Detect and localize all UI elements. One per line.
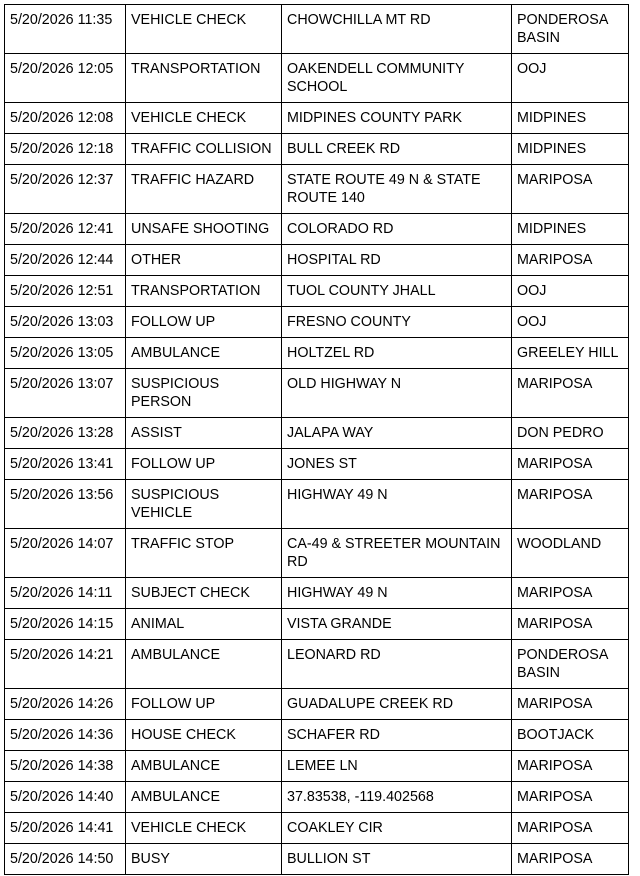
area-cell: BOOTJACK — [512, 720, 629, 751]
location-cell: TUOL COUNTY JHALL — [282, 276, 512, 307]
datetime-cell: 5/20/2026 13:07 — [5, 369, 126, 418]
call-type-cell: SUSPICIOUS VEHICLE — [126, 480, 282, 529]
datetime-cell: 5/20/2026 12:05 — [5, 54, 126, 103]
location-cell: HOSPITAL RD — [282, 245, 512, 276]
area-cell: MARIPOSA — [512, 751, 629, 782]
datetime-cell: 5/20/2026 14:40 — [5, 782, 126, 813]
table-row — [5, 307, 629, 338]
location-cell: SCHAFER RD — [282, 720, 512, 751]
area-cell: MARIPOSA — [512, 369, 629, 418]
table-row — [5, 720, 629, 751]
area-cell: MIDPINES — [512, 103, 629, 134]
datetime-cell: 5/20/2026 12:41 — [5, 214, 126, 245]
table-row — [5, 214, 629, 245]
location-cell: OAKENDELL COMMUNITY SCHOOL — [282, 54, 512, 103]
table-row — [5, 689, 629, 720]
table-row — [5, 5, 629, 54]
table-row — [5, 640, 629, 689]
location-cell: FRESNO COUNTY — [282, 307, 512, 338]
datetime-cell: 5/20/2026 14:11 — [5, 578, 126, 609]
location-cell: JONES ST — [282, 449, 512, 480]
datetime-cell: 5/20/2026 14:15 — [5, 609, 126, 640]
location-cell: BULL CREEK RD — [282, 134, 512, 165]
area-cell: GREELEY HILL — [512, 338, 629, 369]
table-row — [5, 418, 629, 449]
call-type-cell: FOLLOW UP — [126, 689, 282, 720]
table-row — [5, 54, 629, 103]
call-type-cell: HOUSE CHECK — [126, 720, 282, 751]
datetime-cell: 5/20/2026 13:03 — [5, 307, 126, 338]
call-type-cell: AMBULANCE — [126, 338, 282, 369]
area-cell: MIDPINES — [512, 214, 629, 245]
call-type-cell: BUSY — [126, 844, 282, 875]
call-type-cell: AMBULANCE — [126, 751, 282, 782]
call-type-cell: UNSAFE SHOOTING — [126, 214, 282, 245]
datetime-cell: 5/20/2026 14:26 — [5, 689, 126, 720]
call-type-cell: TRANSPORTATION — [126, 54, 282, 103]
table-row — [5, 480, 629, 529]
table-row — [5, 276, 629, 307]
location-cell: CHOWCHILLA MT RD — [282, 5, 512, 54]
area-cell: MARIPOSA — [512, 782, 629, 813]
call-type-cell: VEHICLE CHECK — [126, 5, 282, 54]
area-cell: MARIPOSA — [512, 245, 629, 276]
area-cell: MARIPOSA — [512, 689, 629, 720]
location-cell: HIGHWAY 49 N — [282, 578, 512, 609]
table-row — [5, 609, 629, 640]
area-cell: MARIPOSA — [512, 449, 629, 480]
table-row — [5, 844, 629, 875]
call-type-cell: ANIMAL — [126, 609, 282, 640]
datetime-cell: 5/20/2026 11:35 — [5, 5, 126, 54]
area-cell: WOODLAND — [512, 529, 629, 578]
call-type-cell: VEHICLE CHECK — [126, 103, 282, 134]
location-cell: BULLION ST — [282, 844, 512, 875]
area-cell: OOJ — [512, 54, 629, 103]
area-cell: OOJ — [512, 276, 629, 307]
datetime-cell: 5/20/2026 12:18 — [5, 134, 126, 165]
table-row — [5, 165, 629, 214]
datetime-cell: 5/20/2026 13:05 — [5, 338, 126, 369]
call-type-cell: SUBJECT CHECK — [126, 578, 282, 609]
location-cell: JALAPA WAY — [282, 418, 512, 449]
location-cell: HIGHWAY 49 N — [282, 480, 512, 529]
call-type-cell: FOLLOW UP — [126, 307, 282, 338]
call-type-cell: OTHER — [126, 245, 282, 276]
area-cell: DON PEDRO — [512, 418, 629, 449]
table-row — [5, 449, 629, 480]
call-log-table — [4, 4, 629, 875]
table-row — [5, 134, 629, 165]
location-cell: 37.83538, -119.402568 — [282, 782, 512, 813]
location-cell: OLD HIGHWAY N — [282, 369, 512, 418]
location-cell: COAKLEY CIR — [282, 813, 512, 844]
location-cell: VISTA GRANDE — [282, 609, 512, 640]
area-cell: PONDEROSA BASIN — [512, 640, 629, 689]
location-cell: HOLTZEL RD — [282, 338, 512, 369]
call-type-cell: SUSPICIOUS PERSON — [126, 369, 282, 418]
datetime-cell: 5/20/2026 13:41 — [5, 449, 126, 480]
table-row — [5, 529, 629, 578]
table-row — [5, 751, 629, 782]
datetime-cell: 5/20/2026 12:51 — [5, 276, 126, 307]
table-row — [5, 338, 629, 369]
datetime-cell: 5/20/2026 13:28 — [5, 418, 126, 449]
datetime-cell: 5/20/2026 14:38 — [5, 751, 126, 782]
location-cell: STATE ROUTE 49 N & STATE ROUTE 140 — [282, 165, 512, 214]
datetime-cell: 5/20/2026 14:21 — [5, 640, 126, 689]
area-cell: MARIPOSA — [512, 813, 629, 844]
area-cell: MARIPOSA — [512, 844, 629, 875]
location-cell: LEONARD RD — [282, 640, 512, 689]
area-cell: MARIPOSA — [512, 480, 629, 529]
table-row — [5, 782, 629, 813]
location-cell: CA-49 & STREETER MOUNTAIN RD — [282, 529, 512, 578]
datetime-cell: 5/20/2026 12:37 — [5, 165, 126, 214]
call-type-cell: TRAFFIC COLLISION — [126, 134, 282, 165]
table-row — [5, 245, 629, 276]
location-cell: MIDPINES COUNTY PARK — [282, 103, 512, 134]
table-row — [5, 813, 629, 844]
datetime-cell: 5/20/2026 14:41 — [5, 813, 126, 844]
call-type-cell: VEHICLE CHECK — [126, 813, 282, 844]
call-type-cell: TRAFFIC STOP — [126, 529, 282, 578]
datetime-cell: 5/20/2026 14:07 — [5, 529, 126, 578]
location-cell: LEMEE LN — [282, 751, 512, 782]
area-cell: MIDPINES — [512, 134, 629, 165]
call-type-cell: FOLLOW UP — [126, 449, 282, 480]
call-type-cell: ASSIST — [126, 418, 282, 449]
location-cell: COLORADO RD — [282, 214, 512, 245]
call-type-cell: AMBULANCE — [126, 782, 282, 813]
area-cell: OOJ — [512, 307, 629, 338]
table-row — [5, 578, 629, 609]
area-cell: MARIPOSA — [512, 165, 629, 214]
call-log-body — [5, 5, 629, 875]
datetime-cell: 5/20/2026 13:56 — [5, 480, 126, 529]
area-cell: MARIPOSA — [512, 609, 629, 640]
table-row — [5, 369, 629, 418]
datetime-cell: 5/20/2026 12:08 — [5, 103, 126, 134]
call-type-cell: TRANSPORTATION — [126, 276, 282, 307]
area-cell: MARIPOSA — [512, 578, 629, 609]
table-row — [5, 103, 629, 134]
location-cell: GUADALUPE CREEK RD — [282, 689, 512, 720]
call-type-cell: TRAFFIC HAZARD — [126, 165, 282, 214]
area-cell: PONDEROSA BASIN — [512, 5, 629, 54]
datetime-cell: 5/20/2026 12:44 — [5, 245, 126, 276]
datetime-cell: 5/20/2026 14:50 — [5, 844, 126, 875]
datetime-cell: 5/20/2026 14:36 — [5, 720, 126, 751]
call-type-cell: AMBULANCE — [126, 640, 282, 689]
